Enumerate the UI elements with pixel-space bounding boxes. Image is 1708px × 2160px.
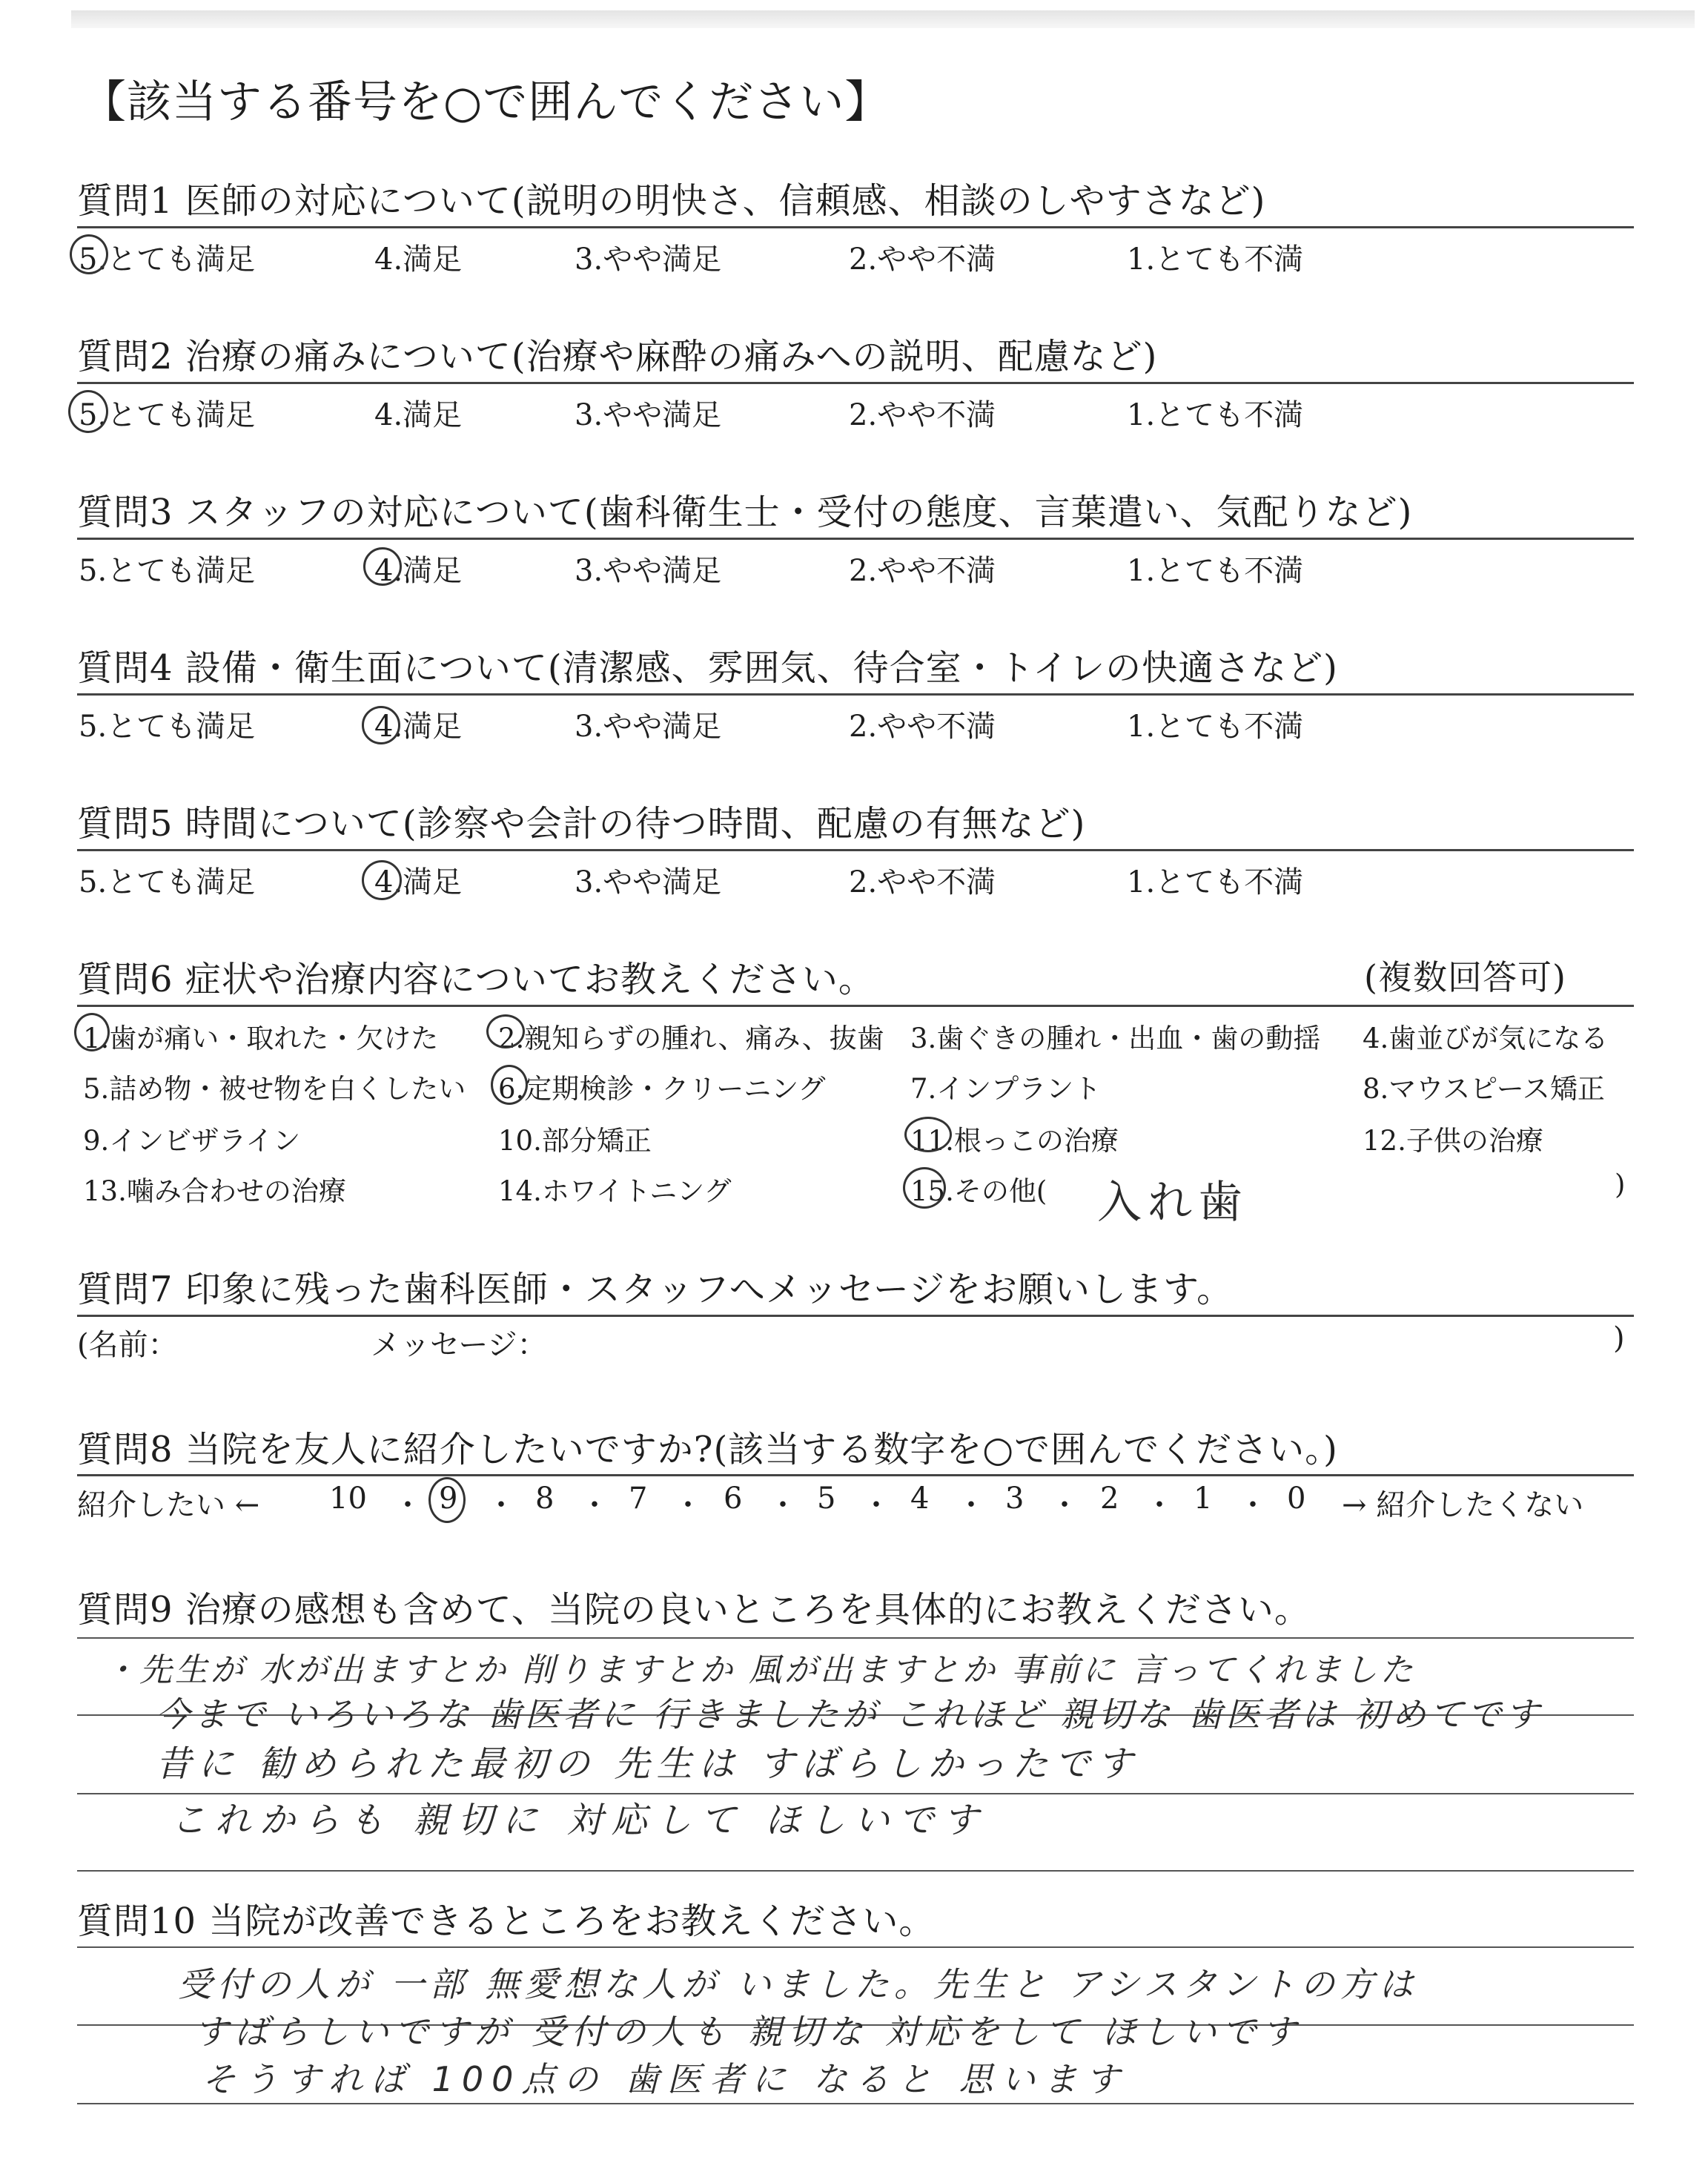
q4-option-4[interactable]: 4.満足 <box>374 710 463 744</box>
q3-option-5[interactable]: 5.とても満足 <box>79 554 256 588</box>
q6-item-2[interactable]: 2.親知らずの腫れ、痛み、抜歯 <box>498 1023 884 1054</box>
q4-option-1[interactable]: 1.とても不満 <box>1127 710 1304 744</box>
q6-circle-2 <box>486 1014 525 1048</box>
question-8-label: 質問8 当院を友人に紹介したいですか?(該当する数字を○で囲んでください。) <box>77 1429 1338 1470</box>
q6-item-1[interactable]: 1.歯が痛い・取れた・欠けた <box>83 1023 439 1054</box>
q10-answer-line-1: 受付の人が 一部 無愛想な人が いました。先生と アシスタントの方は <box>178 1964 1419 2004</box>
question-6-rule <box>77 1005 1634 1007</box>
q2-option-3[interactable]: 3.やや満足 <box>575 398 722 432</box>
q6-item-15[interactable]: 15.その他( <box>910 1175 1047 1207</box>
question-2-rule <box>77 382 1634 384</box>
q8-dot: ・ <box>956 1488 986 1522</box>
q8-dot: ・ <box>580 1488 609 1522</box>
q2-option-1[interactable]: 1.とても不満 <box>1127 398 1304 432</box>
q8-score-0[interactable]: 0 <box>1287 1482 1306 1516</box>
page-title: 【該当する番号を○で囲んでください】 <box>82 76 890 128</box>
q6-circle-6 <box>491 1065 528 1105</box>
q5-option-5[interactable]: 5.とても満足 <box>79 865 256 899</box>
q2-option-5[interactable]: 5.とても満足 <box>79 398 256 432</box>
q8-dot: ・ <box>1050 1488 1079 1522</box>
q6-item-9[interactable]: 9.インビザライン <box>83 1125 301 1157</box>
scan-edge-shadow <box>71 10 1695 28</box>
question-4-label: 質問4 設備・衛生面について(清潔感、雰囲気、待合室・トイレの快適さなど) <box>77 647 1338 689</box>
q8-dot: ・ <box>1238 1488 1268 1522</box>
q9-answer-rule-1 <box>77 1637 1634 1639</box>
question-8-rule <box>77 1474 1634 1476</box>
q8-score-8[interactable]: 8 <box>535 1482 555 1516</box>
q10-answer-line-2: すばらしいですが 受付の人も 親切な 対応をして ほしいです <box>194 2012 1302 2052</box>
question-10-label: 質問10 当院が改善できるところをお教えください。 <box>77 1900 936 1942</box>
question-7-rule <box>77 1315 1634 1317</box>
q8-right-label: → 紹介したくない <box>1342 1488 1584 1522</box>
question-1-label: 質問1 医師の対応について(説明の明快さ、信頼感、相談のしやすさなど) <box>77 180 1266 222</box>
q1-option-2[interactable]: 2.やや不満 <box>849 242 996 277</box>
q9-answer-line-4: これからも 親切に 対応して ほしいです <box>171 1800 987 1841</box>
q4-option-2[interactable]: 2.やや不満 <box>849 710 996 744</box>
q8-dot: ・ <box>861 1488 891 1522</box>
q1-option-3[interactable]: 3.やや満足 <box>575 242 722 277</box>
q8-score-10[interactable]: 10 <box>329 1482 367 1516</box>
q8-score-3[interactable]: 3 <box>1005 1482 1025 1516</box>
q6-item-10[interactable]: 10.部分矯正 <box>498 1125 652 1157</box>
question-3-label: 質問3 スタッフの対応について(歯科衛生士・受付の態度、言葉遣い、気配りなど) <box>77 492 1413 533</box>
question-2-label: 質問2 治療の痛みについて(治療や麻酔の痛みへの説明、配慮など) <box>77 336 1158 377</box>
q9-answer-line-2: 今まで いろいろな 歯医者に 行きましたが これほど 親切な 歯医者は 初めてです <box>156 1694 1543 1734</box>
q6-item-11[interactable]: 11.根っこの治療 <box>910 1125 1119 1157</box>
q4-option-5[interactable]: 5.とても満足 <box>79 710 256 744</box>
q8-score-1[interactable]: 1 <box>1194 1482 1213 1516</box>
q8-score-4[interactable]: 4 <box>910 1482 930 1516</box>
q5-option-4[interactable]: 4.満足 <box>374 865 463 899</box>
q9-answer-rule-4 <box>77 1870 1634 1872</box>
q7-name-label: (名前： <box>77 1328 178 1362</box>
q7-message-label: メッセージ： <box>371 1328 547 1362</box>
q6-item-13[interactable]: 13.噛み合わせの治療 <box>83 1175 346 1207</box>
q6-item-4[interactable]: 4.歯並びが気になる <box>1363 1023 1609 1054</box>
q8-score-2[interactable]: 2 <box>1100 1482 1119 1516</box>
q6-multiple-note: (複数回答可) <box>1364 957 1566 997</box>
q8-dot: ・ <box>1145 1488 1174 1522</box>
q6-item-6[interactable]: 6.定期検診・クリーニング <box>498 1073 826 1105</box>
q6-other-close: ) <box>1615 1169 1626 1200</box>
q8-score-5[interactable]: 5 <box>817 1482 836 1516</box>
q6-circle-1 <box>74 1013 110 1051</box>
q6-item-7[interactable]: 7.インプラント <box>910 1073 1102 1105</box>
q8-score-7[interactable]: 7 <box>629 1482 648 1516</box>
q1-option-1[interactable]: 1.とても不満 <box>1127 242 1304 277</box>
q6-circle-11 <box>904 1117 952 1152</box>
q8-scale <box>0 1482 1708 1522</box>
q5-option-1[interactable]: 1.とても不満 <box>1127 865 1304 899</box>
q3-option-3[interactable]: 3.やや満足 <box>575 554 722 588</box>
q5-option-3[interactable]: 3.やや満足 <box>575 865 722 899</box>
q2-selection-circle <box>68 390 108 433</box>
q6-item-5[interactable]: 5.詰め物・被せ物を白くしたい <box>83 1073 466 1105</box>
q2-option-4[interactable]: 4.満足 <box>374 398 463 432</box>
q1-option-4[interactable]: 4.満足 <box>374 242 463 277</box>
q10-answer-rule-3 <box>77 2103 1634 2104</box>
q4-selection-circle <box>362 706 400 744</box>
q8-left-label: 紹介したい ← <box>77 1488 260 1522</box>
question-3-rule <box>77 538 1634 540</box>
q8-dot: ・ <box>768 1488 798 1522</box>
q1-selection-circle <box>70 234 108 274</box>
q5-option-2[interactable]: 2.やや不満 <box>849 865 996 899</box>
q8-score-6[interactable]: 6 <box>724 1482 743 1516</box>
q4-option-3[interactable]: 3.やや満足 <box>575 710 722 744</box>
q5-selection-circle <box>362 860 402 900</box>
q8-selection-circle <box>428 1477 466 1523</box>
question-1-rule <box>77 226 1634 228</box>
q6-item-12[interactable]: 12.子供の治療 <box>1363 1125 1543 1157</box>
q8-dot: ・ <box>393 1488 423 1522</box>
q10-answer-line-3: そうすれば 100点の 歯医者に なると 思います <box>202 2059 1128 2099</box>
question-6-label: 質問6 症状や治療内容についてお教えください。 <box>77 959 875 1000</box>
q9-answer-line-1: ・先生が 水が出ますとか 削りますとか 風が出ますとか 事前に 言ってくれました <box>104 1651 1416 1689</box>
question-7-label: 質問7 印象に残った歯科医師・スタッフへメッセージをお願いします。 <box>77 1269 1234 1310</box>
q6-item-14[interactable]: 14.ホワイトニング <box>498 1175 732 1207</box>
question-5-label: 質問5 時間について(診察や会計の待つ時間、配慮の有無など) <box>77 803 1086 845</box>
question-9-label: 質問9 治療の感想も含めて、当院の良いところを具体的にお教えください。 <box>77 1589 1311 1631</box>
q6-item-3[interactable]: 3.歯ぐきの腫れ・出血・歯の動揺 <box>910 1023 1321 1054</box>
q6-item-8[interactable]: 8.マウスピース矯正 <box>1363 1073 1605 1105</box>
q3-option-1[interactable]: 1.とても不満 <box>1127 554 1304 588</box>
q2-option-2[interactable]: 2.やや不満 <box>849 398 996 432</box>
q1-option-5[interactable]: 5.とても満足 <box>79 242 256 277</box>
question-5-rule <box>77 849 1634 851</box>
q3-option-4[interactable]: 4.満足 <box>374 554 463 588</box>
q10-answer-rule-1 <box>77 1946 1634 1948</box>
q6-circle-15 <box>903 1167 946 1209</box>
question-4-rule <box>77 693 1634 696</box>
q9-answer-line-3: 昔に 勧められた最初の 先生は すばらしかったです <box>156 1743 1139 1785</box>
q8-dot: ・ <box>673 1488 703 1522</box>
q6-other-handwritten: 入れ歯 <box>1097 1177 1248 1229</box>
q3-selection-circle <box>363 547 402 586</box>
q8-dot: ・ <box>486 1488 516 1522</box>
q7-close-paren: ) <box>1613 1321 1625 1355</box>
q3-option-2[interactable]: 2.やや不満 <box>849 554 996 588</box>
q8-score-9[interactable]: 9 <box>439 1482 458 1516</box>
